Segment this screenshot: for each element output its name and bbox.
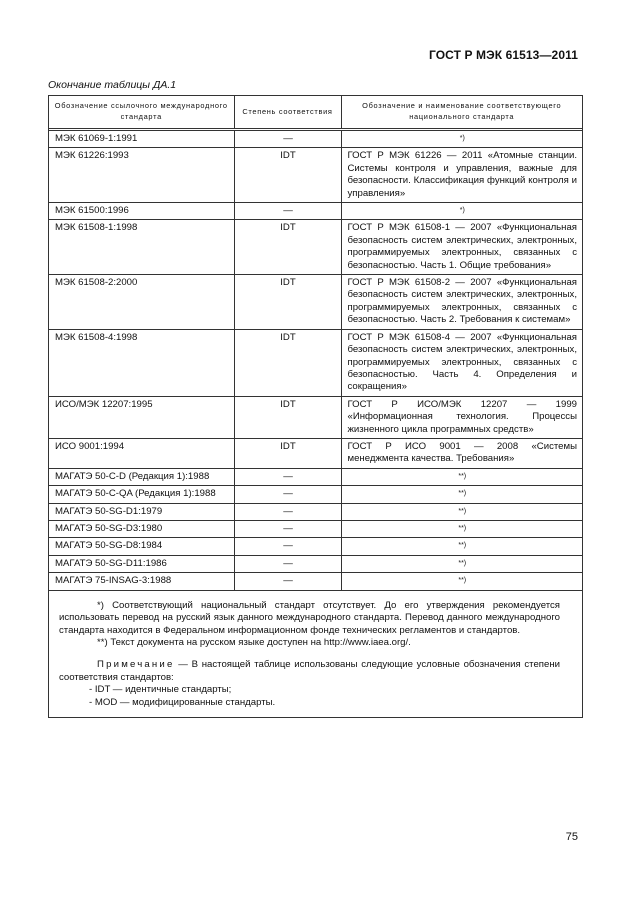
table-row: [49, 396, 582, 438]
table-frame: [48, 95, 583, 718]
table-row: [49, 130, 582, 148]
compliance-degree-cell: —: [234, 503, 341, 520]
table-row: [49, 555, 582, 572]
table-notes: [49, 590, 582, 718]
national-standard-cell: ГОСТ Р МЭК 61508-4 — 2007 «Функциональная безопасность систем электрических, электронных, программируемых электронных, связанных с безопасностью. Часть 4. Определения и сокращения»: [341, 329, 582, 396]
national-standard-cell: **): [341, 555, 582, 572]
compliance-degree-cell: —: [234, 203, 341, 220]
correspondence-table: [49, 96, 582, 590]
reference-standard-cell: МЭК 61500:1996: [49, 203, 234, 220]
compliance-degree-cell: —: [234, 468, 341, 485]
table-row: [49, 468, 582, 485]
column-header-reference: Обозначение ссылочного международного стандарта: [49, 96, 234, 130]
compliance-degree-cell: —: [234, 573, 341, 590]
table-row: [49, 486, 582, 503]
table-caption: Окончание таблицы ДА.1: [48, 79, 177, 91]
note-item-mod: - MOD — модифицированные стандарты.: [89, 696, 276, 708]
table-row: [49, 520, 582, 537]
national-standard-cell: **): [341, 573, 582, 590]
reference-standard-cell: ИСО 9001:1994: [49, 438, 234, 468]
compliance-degree-cell: —: [234, 555, 341, 572]
national-standard-cell: ГОСТ Р МЭК 61226 — 2011 «Атомные станции. Системы контроля и управления, важные для безопасности. Классификация функций контроля и управления»: [341, 148, 582, 203]
compliance-degree-cell: IDT: [234, 148, 341, 203]
national-standard-cell: **): [341, 538, 582, 555]
table-body: [49, 130, 582, 590]
reference-standard-cell: МАГАТЭ 50-SG-D3:1980: [49, 520, 234, 537]
national-standard-cell: ГОСТ Р ИСО/МЭК 12207 — 1999 «Информационная технология. Процессы жизненного цикла программных средств»: [341, 396, 582, 438]
document-header: ГОСТ Р МЭК 61513—2011: [428, 48, 578, 62]
reference-standard-cell: МАГАТЭ 50-C-D (Редакция 1):1988: [49, 468, 234, 485]
reference-standard-cell: ИСО/МЭК 12207:1995: [49, 396, 234, 438]
table-row: [49, 438, 582, 468]
compliance-degree-cell: —: [234, 486, 341, 503]
reference-standard-cell: МАГАТЭ 50-C-QA (Редакция 1):1988: [49, 486, 234, 503]
table-row: [49, 329, 582, 396]
national-standard-cell: **): [341, 468, 582, 485]
compliance-degree-cell: —: [234, 130, 341, 148]
note-paragraph: [59, 659, 560, 684]
compliance-degree-cell: —: [234, 520, 341, 537]
table-row: [49, 203, 582, 220]
table-row: [49, 220, 582, 275]
compliance-degree-cell: IDT: [234, 275, 341, 330]
compliance-degree-cell: IDT: [234, 329, 341, 396]
footnote-iaea-text: **) Текст документа на русском языке доступен на http://www.iaea.org/.: [97, 637, 411, 649]
reference-standard-cell: МАГАТЭ 50-SG-D11:1986: [49, 555, 234, 572]
reference-standard-cell: МЭК 61069-1:1991: [49, 130, 234, 148]
note-item-idt: - IDT — идентичные стандарты;: [89, 684, 232, 696]
table-row: [49, 148, 582, 203]
table-row: [49, 275, 582, 330]
note-text: — В настоящей таблице использованы следующие условные обозначения степени соответствия стандартов:: [59, 658, 560, 683]
note-label: Примечание: [97, 658, 175, 670]
table-row: [49, 573, 582, 590]
national-standard-cell: **): [341, 503, 582, 520]
compliance-degree-cell: IDT: [234, 438, 341, 468]
table-row: [49, 503, 582, 520]
column-header-degree: Степень соответствия: [234, 96, 341, 130]
reference-standard-cell: МЭК 61508-1:1998: [49, 220, 234, 275]
national-standard-cell: *): [341, 203, 582, 220]
compliance-degree-cell: —: [234, 538, 341, 555]
compliance-degree-cell: IDT: [234, 396, 341, 438]
reference-standard-cell: МЭК 61508-4:1998: [49, 329, 234, 396]
compliance-degree-cell: IDT: [234, 220, 341, 275]
national-standard-cell: ГОСТ Р ИСО 9001 — 2008 «Системы менеджмента качества. Требования»: [341, 438, 582, 468]
national-standard-cell: *): [341, 130, 582, 148]
reference-standard-cell: МЭК 61226:1993: [49, 148, 234, 203]
reference-standard-cell: МАГАТЭ 50-SG-D1:1979: [49, 503, 234, 520]
reference-standard-cell: МАГАТЭ 50-SG-D8:1984: [49, 538, 234, 555]
national-standard-cell: ГОСТ Р МЭК 61508-1 — 2007 «Функциональная безопасность систем электрических, электронных, программируемых электронных, связанных с безопасностью. Часть 1. Общие требования»: [341, 220, 582, 275]
table-row: [49, 538, 582, 555]
table-header-row: [49, 96, 582, 130]
page-number: 75: [565, 831, 578, 843]
national-standard-cell: **): [341, 486, 582, 503]
national-standard-cell: ГОСТ Р МЭК 61508-2 — 2007 «Функциональная безопасность систем электрических, электронных, программируемых электронных, связанных с безопасностью. Часть 2. Требования к системам»: [341, 275, 582, 330]
footnote-no-national-standard: *) Соответствующий национальный стандарт отсутствует. До его утверждения рекомендуется использовать перевод на русский язык данного международного стандарта. Перевод данного международного стандарта находится в Федеральном информационном фонде технических регламентов и стандартов.: [59, 599, 560, 636]
reference-standard-cell: МЭК 61508-2:2000: [49, 275, 234, 330]
national-standard-cell: **): [341, 520, 582, 537]
reference-standard-cell: МАГАТЭ 75-INSAG-3:1988: [49, 573, 234, 590]
column-header-national: Обозначение и наименование соответствующего национального стандарта: [341, 96, 582, 130]
